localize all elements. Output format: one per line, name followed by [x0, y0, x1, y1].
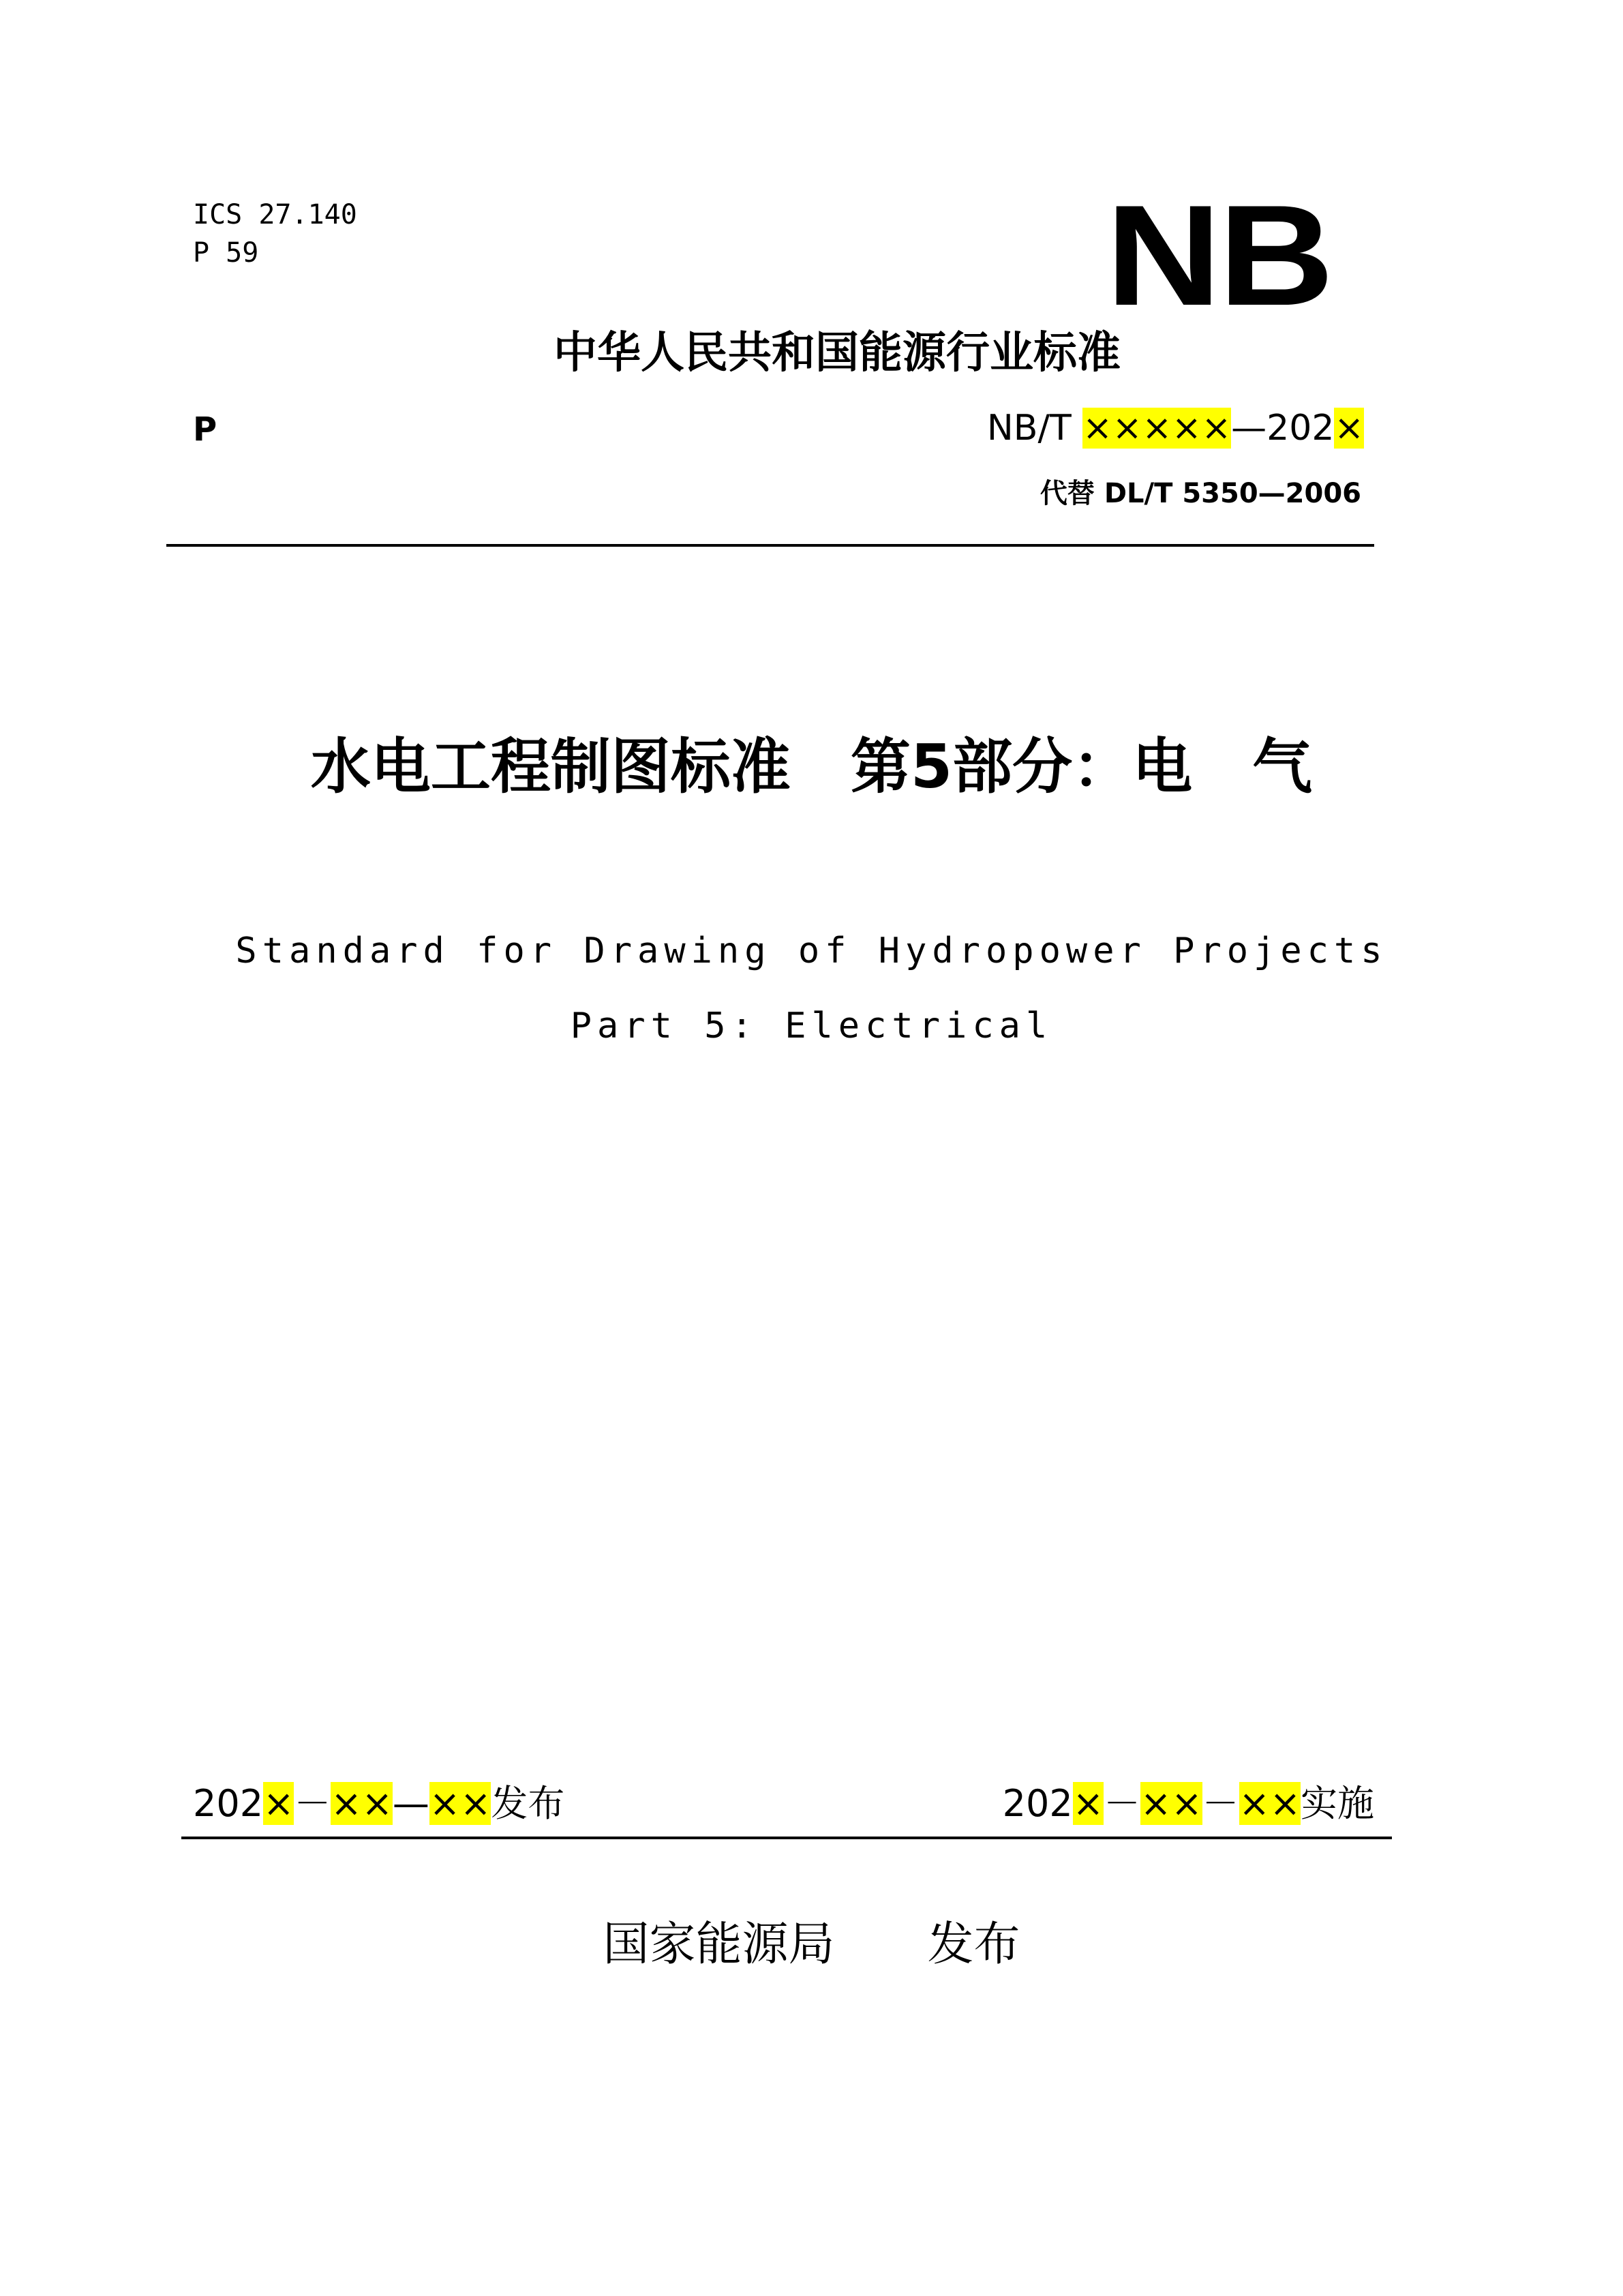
issue-day-placeholder: ××	[429, 1782, 491, 1825]
standard-number	[987, 404, 1364, 453]
issue-date	[193, 1778, 564, 1830]
std-sep-year: —202	[1231, 408, 1335, 449]
nb-logo: NB	[1106, 175, 1331, 335]
impl-label: 实施	[1301, 1782, 1374, 1825]
impl-day-placeholder: ××	[1239, 1782, 1301, 1825]
issue-sep1: －	[294, 1782, 331, 1825]
title-english-line2: Part 5: Electrical	[570, 1006, 1053, 1046]
title-english-line1: Standard for Drawing of Hydropower Projects	[235, 931, 1388, 971]
header-divider	[166, 544, 1374, 547]
impl-sep2: －	[1202, 1782, 1239, 1825]
replaces-note: 代替 DL/T 5350—2006	[1040, 478, 1361, 509]
impl-year-placeholder: ×	[1072, 1782, 1104, 1825]
category-mark: P	[193, 410, 217, 449]
title-chinese: 水电工程制图标准 第5部分：电 气	[310, 731, 1313, 802]
issuer: 国家能源局 发布	[603, 1918, 1020, 1972]
issue-year: 202	[193, 1782, 264, 1825]
footer-divider	[181, 1837, 1392, 1839]
issue-month-placeholder: ××	[331, 1782, 393, 1825]
impl-sep1: －	[1104, 1782, 1140, 1825]
ccs-code: P 59	[193, 237, 259, 269]
std-year-placeholder: ×	[1334, 408, 1364, 449]
std-prefix: NB/T	[986, 408, 1083, 449]
issue-sep2: —	[392, 1782, 429, 1825]
classification-block	[193, 196, 357, 272]
impl-year: 202	[1002, 1782, 1073, 1825]
implementation-date	[1003, 1778, 1374, 1830]
ics-code: ICS 27.140	[193, 199, 357, 230]
issue-year-placeholder: ×	[263, 1782, 294, 1825]
std-number-placeholder: ×××××	[1082, 408, 1232, 449]
issue-label: 发布	[491, 1782, 565, 1825]
impl-month-placeholder: ××	[1140, 1782, 1202, 1825]
standard-level-title: 中华人民共和国能源行业标准	[553, 328, 1121, 378]
